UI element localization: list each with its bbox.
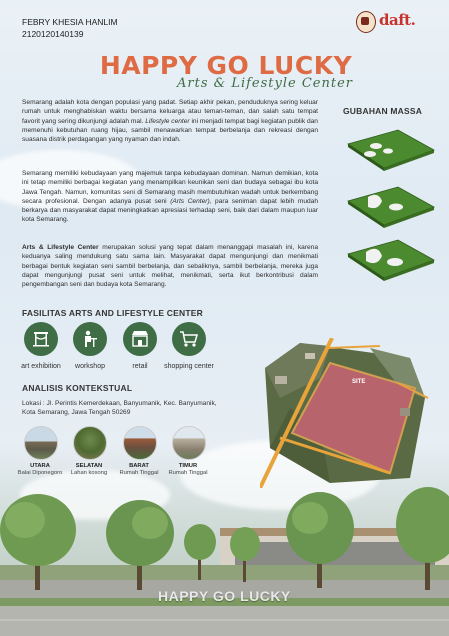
facility-label-retail: retail: [132, 363, 148, 370]
tree-right: [280, 488, 360, 588]
workshop-icon: [73, 322, 107, 356]
photo-selatan: [73, 426, 107, 460]
page-subtitle: Arts & Lifestyle Center: [177, 76, 353, 91]
tree-small-2: [225, 522, 265, 582]
p1-italic: Lifestyle center: [145, 117, 190, 125]
author-block: [22, 16, 118, 40]
site-aerial-map: [260, 338, 430, 488]
logo-text: daft.: [379, 11, 416, 29]
paragraph-1: [22, 98, 318, 144]
photo-timur: [172, 426, 206, 460]
analisis-title: ANALISIS KONTEKSTUAL: [22, 383, 133, 393]
tree-far-right: [390, 485, 449, 590]
desc-selatan: Lahan kosong: [70, 470, 108, 476]
facility-label-art-exhibition: art exhibition: [21, 363, 61, 370]
desc-barat: Rumah Tinggal: [119, 470, 159, 476]
desc-utara: Balai Diponegoro: [17, 470, 63, 476]
massing-diagram-1: [340, 126, 440, 172]
page-title: HAPPY GO LUCKY: [99, 51, 353, 80]
dir-selatan: SELATAN: [75, 463, 103, 469]
paragraph-2: [22, 169, 318, 225]
p1-rest: ini menjadi tempat bagi kegiatan publik dan memenuhi kebutuhan ruang hijau, sambil menawarkan tempat berbelanja dan rekreasi dengan suasana distrik perdagangan yang nyaman dan indah.: [22, 117, 318, 144]
gubahan-title: GUBAHAN MASSA: [343, 106, 423, 116]
author-id: 2120120140139: [22, 29, 84, 39]
p3-bold: Arts & Lifestyle Center: [22, 244, 99, 251]
photo-utara: [24, 426, 58, 460]
fasilitas-title: FASILITAS ARTS AND LIFESTYLE CENTER: [22, 308, 203, 318]
p2-rest: para seniman dapat lebih mudah berkarya dan masyarakat dapat meningkatkan apresiasi terhadap seni, baik dari dalam maupun luar kota Semarang.: [22, 197, 318, 224]
desc-timur: Rumah Tinggal: [168, 470, 208, 476]
p1-text: Semarang adalah kota dengan populasi yang padat. Setiap akhir pekan, penduduknya sering keluar rumah untuk menghabiskan waktu bersama keluarga atau teman-teman, dan salah satu tempat favorit yang sering dikunjungi adalah mal.: [22, 99, 318, 125]
p3-text: merupakan solusi yang tepat dalam menanggapi masalah ini, karena keduanya saling mendukung satu sama lain. Masyarakat dapat mengunjungi dan menikmati berbagai bentuk kegiatan seni sambil berbelanja, dan sebaliknya, sambil berbelanja, mereka juga dapat mengunjungi pusat seni untuk melihat, menikmati, serta ikut berkontribusi dalam pengembangan seni dan budaya kota Semarang.: [22, 244, 318, 289]
art-exhibition-icon: [24, 322, 58, 356]
photo-barat: [123, 426, 157, 460]
facility-label-shopping-center: shopping center: [164, 363, 214, 370]
facility-label-workshop: workshop: [75, 363, 105, 370]
location-text: Lokasi : Jl. Perintis Kemerdekaan, Banyumanik, Kec. Banyumanik, Kota Semarang, Jawa Tengah 50269: [22, 400, 217, 416]
dir-timur: TIMUR: [178, 463, 198, 469]
retail-icon: [123, 322, 157, 356]
paragraph-3: [22, 243, 318, 289]
site-label: SITE: [352, 379, 366, 385]
university-seal-icon: [356, 11, 376, 33]
tree-center: [100, 495, 180, 590]
p2-text: Semarang memiliki kebudayaan yang majemuk tanpa kebudayaan dominan. Namun demikian, kota ini tetap memiliki berbagai kegiatan yang menampilkan keunikan seni dan budaya sebagai ibu kota Jawa Tengah. Namun, komunitas seni di Semarang masih membutuhkan wadah untuk berkembang secara profesional. Dengan adanya pusat seni: [22, 170, 318, 205]
author-name: FEBRY KHESIA HANLIM: [22, 17, 118, 27]
dir-barat: BARAT: [129, 463, 149, 469]
shopping-cart-icon: [172, 322, 206, 356]
tree-small: [180, 520, 220, 580]
massing-diagram-2: [340, 183, 440, 229]
dir-utara: UTARA: [30, 463, 50, 469]
tree-left: [0, 490, 85, 590]
massing-diagram-3: [340, 236, 440, 282]
sign-text: HAPPY GO LUCKY: [158, 588, 291, 604]
p2-italic: (Arts Center),: [170, 197, 212, 205]
